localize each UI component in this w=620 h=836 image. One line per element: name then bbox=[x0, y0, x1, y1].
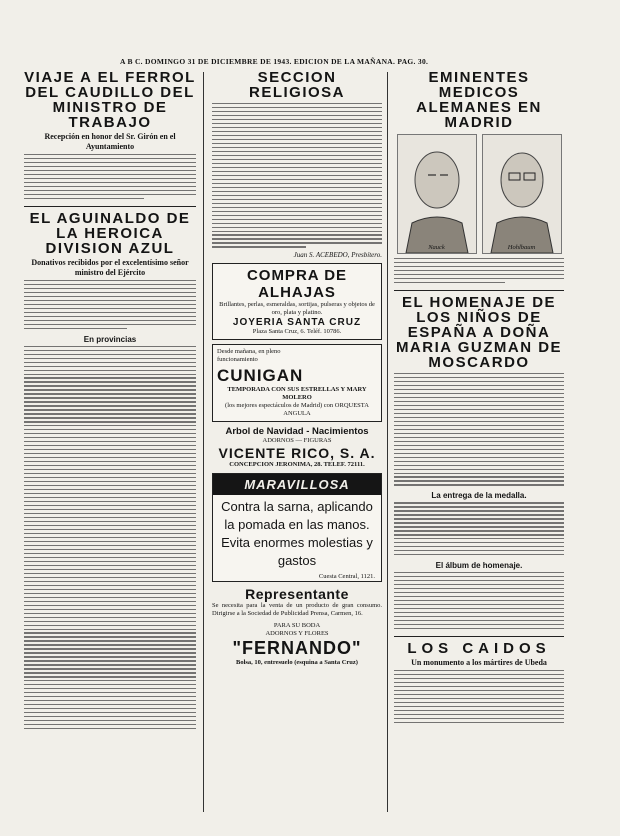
portrait-photo bbox=[397, 134, 477, 254]
article-title-caidos: LOS CAIDOS bbox=[407, 639, 551, 657]
article-body-ferrol bbox=[24, 154, 196, 202]
article-subtitle-caidos: Un monumento a los mártires de Ubeda bbox=[411, 657, 547, 667]
ad-address: Bolsa, 10, entresuelo (esquina a Santa Cruz) bbox=[236, 659, 358, 667]
ad-compra-alhajas bbox=[212, 263, 382, 340]
ad-arbol-navidad bbox=[212, 426, 382, 469]
portrait-caption: Nauck bbox=[428, 244, 445, 251]
ad-title: Arbol de Navidad - Nacimientos bbox=[225, 426, 369, 438]
ad-brand: MARAVILLOSA bbox=[213, 474, 381, 495]
column-3 bbox=[394, 70, 564, 726]
ad-fernando bbox=[212, 622, 382, 667]
article-body-album bbox=[394, 572, 564, 632]
ad-title: "FERNANDO" bbox=[232, 638, 362, 659]
article-title-ferrol: VIAJE A EL FERROL DEL CAUDILLO DEL MINISTRO DE TRABAJO bbox=[24, 69, 196, 131]
column-divider bbox=[203, 72, 204, 812]
ad-body: TEMPORADA CON SUS ESTRELLAS Y MARY MOLERO bbox=[227, 386, 367, 402]
ad-tail: (los mejores espectáculos de Madrid) con ORQUESTA ANGULA bbox=[225, 402, 369, 418]
article-signature: Juan S. ACEBEDO, Presbítero. bbox=[293, 251, 382, 260]
ad-subtitle: ADORNOS Y FLORES bbox=[265, 630, 329, 638]
ad-title: Representante bbox=[245, 586, 349, 603]
ad-address: Plaza Santa Cruz, 6. Teléf. 10786. bbox=[252, 328, 342, 336]
ad-body: Contra la sarna, aplicando la pomada en las manos. Evita enormes molestias y gastos bbox=[221, 499, 373, 569]
ad-address: CONCEPCION JERONIMA, 28. TELEF. 72111. bbox=[229, 461, 365, 469]
column-1 bbox=[24, 70, 196, 731]
article-title-division-azul: EL AGUINALDO DE LA HEROICA DIVISION AZUL bbox=[29, 209, 191, 257]
article-body-provincias bbox=[24, 346, 196, 731]
portrait-row bbox=[394, 134, 564, 254]
article-body-division-azul bbox=[24, 280, 196, 332]
column-2 bbox=[212, 70, 382, 667]
ad-lead: Desde mañana, en pleno funcionamiento bbox=[217, 348, 281, 364]
ad-body: Brillantes, perlas, esmeraldas, sortijas, pulseras y objetos de oro, plata y platino. bbox=[219, 301, 375, 317]
column-divider bbox=[387, 72, 388, 812]
article-subtitle-ferrol: Recepción en honor del Sr. Girón en el Ayuntamiento bbox=[44, 132, 176, 151]
article-title-homenaje: EL HOMENAJE DE LOS NIÑOS DE ESPAÑA A DOÑA MARIA GUZMAN DE MOSCARDO bbox=[395, 293, 563, 371]
ad-representante bbox=[212, 586, 382, 618]
ad-body: Se necesita para la venta de un producto de gran consumo. Dirigirse a la Sociedad de Publicidad Prensa, Carmen, 16. bbox=[212, 602, 382, 618]
section-heading-medalla: La entrega de la medalla. bbox=[431, 491, 527, 501]
ad-maravillosa bbox=[212, 473, 382, 582]
ad-footer: Cuesta Central, 1121. bbox=[318, 573, 375, 581]
ad-title: COMPRA DE ALHAJAS bbox=[246, 267, 348, 302]
page-header: A B C. DOMINGO 31 DE DICIEMBRE DE 1943. EDICION DE LA MAÑANA. PAG. 30. bbox=[120, 57, 429, 66]
section-heading-album: El álbum de homenaje. bbox=[435, 561, 523, 571]
ad-name: VICENTE RICO, S. A. bbox=[218, 445, 376, 462]
article-subtitle-division-azul: Donativos recibidos por el excelentísimo señor ministro del Ejército bbox=[31, 257, 189, 277]
article-body-religiosa bbox=[212, 103, 382, 250]
section-heading-provincias: En provincias bbox=[83, 334, 137, 344]
ad-lead: PARA SU BODA bbox=[273, 622, 321, 630]
portrait-caption: Hohlbaum bbox=[507, 244, 536, 251]
ad-cunigan bbox=[212, 344, 382, 422]
article-title-seccion-religiosa: SECCION RELIGIOSA bbox=[248, 69, 345, 101]
ad-subtitle: ADORNOS — FIGURAS bbox=[262, 437, 332, 445]
article-body-caidos bbox=[394, 670, 564, 726]
portrait-photo bbox=[482, 134, 562, 254]
article-body-medalla bbox=[394, 502, 564, 558]
article-body-medicos bbox=[394, 258, 564, 286]
ad-title: CUNIGAN bbox=[217, 366, 304, 386]
article-title-medicos: EMINENTES MEDICOS ALEMANES EN MADRID bbox=[416, 69, 542, 131]
ad-name: JOYERIA SANTA CRUZ bbox=[232, 317, 362, 329]
article-body-homenaje bbox=[394, 373, 564, 489]
